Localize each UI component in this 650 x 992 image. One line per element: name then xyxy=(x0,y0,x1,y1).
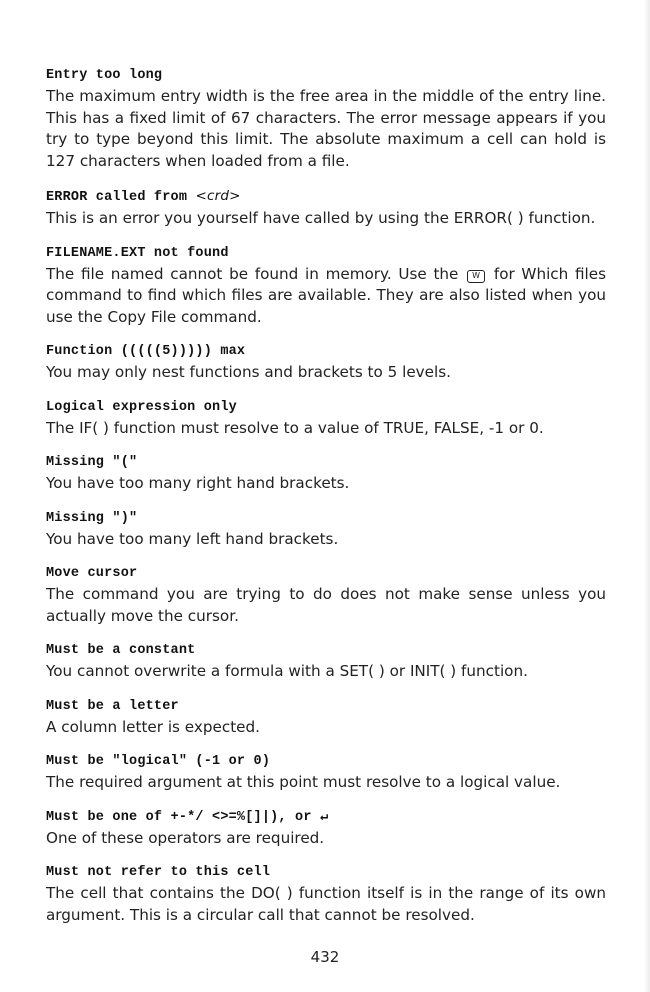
error-term: Must be a constant xyxy=(46,643,196,658)
error-description: You have too many left hand brackets. xyxy=(46,529,339,548)
entry-missing-open-bracket xyxy=(46,453,606,495)
error-description: The cell that contains the DO( ) function itself is in the range of its own argument. This is a circular call that cannot be resolved. xyxy=(46,884,606,924)
error-term: Must be "logical" (-1 or 0) xyxy=(46,754,271,769)
error-description: You may only nest functions and brackets to 5 levels. xyxy=(46,363,451,381)
error-description-text-cont: for Which files command to find which files are available. They are also listed when you use the Copy File command. xyxy=(46,264,607,326)
error-message-list xyxy=(46,66,606,940)
error-description: The IF( ) function must resolve to a value of TRUE, FALSE, -1 or 0. xyxy=(46,418,544,437)
entry-entry-too-long xyxy=(46,66,606,172)
entry-must-be-logical xyxy=(46,752,606,794)
error-term xyxy=(46,186,606,208)
error-description-text: The file named cannot be found in memory. Use the xyxy=(46,264,459,283)
error-term-placeholder: <crd> xyxy=(195,188,241,204)
error-term: Must be one of +-*/ <>=%[]|), or ↵ xyxy=(46,809,329,825)
error-term: Missing "(" xyxy=(46,455,138,470)
error-description: One of these operators are required. xyxy=(46,828,325,847)
page-number: 432 xyxy=(310,948,340,966)
error-description: You have too many right hand brackets. xyxy=(46,474,350,492)
error-term: Must not refer to this cell xyxy=(46,865,271,880)
error-term: Move cursor xyxy=(46,566,138,581)
error-description xyxy=(46,264,606,329)
error-term: Must be a letter xyxy=(46,698,179,714)
error-description: A column letter is expected. xyxy=(46,717,260,736)
entry-filename-not-found xyxy=(46,244,606,329)
entry-move-cursor xyxy=(46,564,606,627)
entry-must-be-constant xyxy=(46,641,606,683)
error-term: FILENAME.EXT not found xyxy=(46,245,229,261)
error-description: The maximum entry width is the free area in the middle of the entry line. This has a fixed limit of 67 characters. The error message appears if you try to type beyond this limit. The absolute maximum a cell can hold is 127 characters when loaded from a file. xyxy=(46,87,606,170)
error-term: Function (((((5))))) max xyxy=(46,344,246,359)
entry-must-be-operator xyxy=(46,808,606,850)
error-description: You cannot overwrite a formula with a SET( ) or INIT( ) function. xyxy=(46,662,528,680)
error-term-text: ERROR called from xyxy=(46,190,196,205)
entry-logical-expression-only xyxy=(46,398,606,440)
w-key-icon: W xyxy=(467,270,485,283)
error-term: Logical expression only xyxy=(46,399,237,415)
error-description: This is an error you yourself have called by using the ERROR( ) function. xyxy=(46,209,596,227)
entry-missing-close-bracket xyxy=(46,509,606,551)
entry-function-max xyxy=(46,342,606,384)
entry-error-called-from xyxy=(46,186,606,230)
error-description: The required argument at this point must resolve to a logical value. xyxy=(46,773,561,791)
error-term: Missing ")" xyxy=(46,510,138,526)
error-term: Entry too long xyxy=(46,68,163,83)
entry-must-be-letter xyxy=(46,697,606,739)
error-description: The command you are trying to do does not make sense unless you actually move the cursor. xyxy=(46,585,606,625)
entry-must-not-refer-to-this-cell xyxy=(46,863,606,926)
page-edge-shadow xyxy=(644,0,650,992)
